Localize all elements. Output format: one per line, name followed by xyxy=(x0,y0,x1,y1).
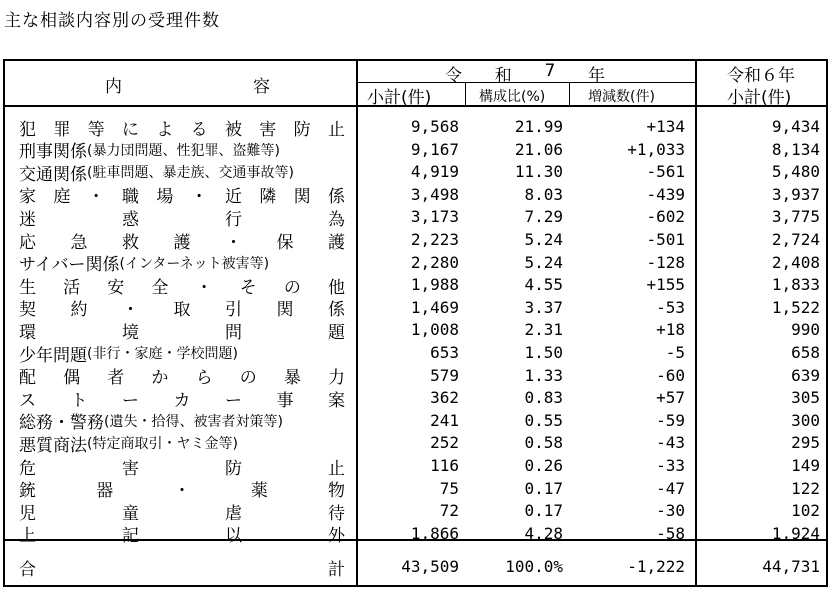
row-label-char: ー xyxy=(225,390,242,411)
row-label-char: カ xyxy=(173,390,191,411)
row-label-char: 環 xyxy=(19,322,36,343)
row-label-char: 迷 xyxy=(19,209,36,230)
current-year-char: 7 xyxy=(544,61,556,81)
row-prev: 990 xyxy=(791,320,820,340)
row-label-main: サイバー関係 xyxy=(19,255,120,276)
row-ratio: 5.24 xyxy=(524,252,563,272)
subtotal-header: 小計(件) xyxy=(367,88,432,108)
row-label-char: 隣 xyxy=(259,187,277,208)
row-label-char: 外 xyxy=(328,526,345,547)
row-label-char: 庭 xyxy=(53,187,71,208)
row-label xyxy=(19,478,345,500)
row-prev: 658 xyxy=(791,343,820,362)
row-label-char: 防 xyxy=(225,458,242,479)
row-ratio: 2.31 xyxy=(524,320,563,340)
row-change: -602 xyxy=(646,207,685,227)
row-label xyxy=(19,161,345,183)
row-prev: 639 xyxy=(791,365,820,385)
previous-subtotal-header: 小計(件) xyxy=(727,88,792,108)
row-change: +1,033 xyxy=(627,139,685,159)
row-label-char: 護 xyxy=(173,232,191,253)
row-change: +18 xyxy=(656,320,685,340)
row-label-char: ・ xyxy=(190,187,208,208)
row-label xyxy=(19,206,345,228)
row-label-char: 場 xyxy=(156,187,174,208)
row-label xyxy=(19,365,345,387)
header-divider xyxy=(569,83,570,105)
row-label-char: 銃 xyxy=(19,481,36,502)
row-ratio: 21.99 xyxy=(514,117,563,136)
row-label-char: 等 xyxy=(87,119,105,140)
row-label-char: 約 xyxy=(70,300,88,321)
row-change: -5 xyxy=(665,343,685,362)
row-label-char: 童 xyxy=(122,503,139,524)
row-label-char: 危 xyxy=(19,458,36,479)
row-ratio: 0.58 xyxy=(524,433,563,453)
row-prev: 2,724 xyxy=(771,230,820,249)
row-label-char: 物 xyxy=(328,481,345,502)
row-label-note: (特定商取引・ヤミ金等) xyxy=(87,436,238,453)
row-label-char: 近 xyxy=(224,187,242,208)
row-change: -53 xyxy=(656,297,685,317)
row-label-char: の xyxy=(239,368,257,389)
row-ratio: 5.24 xyxy=(524,230,563,249)
row-label xyxy=(19,116,345,138)
row-label-char: 家 xyxy=(19,187,36,208)
previous-year-header: 令和６年 xyxy=(727,66,795,86)
row-label-note: (暴力団問題、性犯罪、盗難等) xyxy=(87,142,280,159)
row-change: +155 xyxy=(646,275,685,295)
row-label-char: 安 xyxy=(107,277,125,298)
row-label-char: 上 xyxy=(19,526,36,547)
row-prev: 1,522 xyxy=(771,297,820,317)
row-label-char: そ xyxy=(239,277,257,298)
row-subtotal: 4,919 xyxy=(410,162,459,182)
row-ratio: 4.28 xyxy=(524,523,563,543)
row-ratio: 0.55 xyxy=(524,410,563,430)
row-label-char: ・ xyxy=(195,277,213,298)
row-label-char: 保 xyxy=(276,232,294,253)
row-change: -439 xyxy=(646,184,685,204)
row-subtotal: 72 xyxy=(439,501,459,521)
row-ratio: 3.37 xyxy=(524,297,563,317)
row-label-char: 全 xyxy=(151,277,169,298)
row-label xyxy=(19,184,345,206)
row-label-char: 護 xyxy=(328,232,345,253)
row-prev: 5,480 xyxy=(771,162,820,182)
row-label-char: 者 xyxy=(107,368,125,389)
row-change: -128 xyxy=(646,252,685,272)
total-label-char: 合 xyxy=(19,559,36,580)
row-label-char: 害 xyxy=(259,119,277,140)
row-label-char: ・ xyxy=(122,300,139,321)
total-subtotal: 43,509 xyxy=(401,557,459,576)
row-subtotal: 116 xyxy=(430,456,459,475)
row-change: +57 xyxy=(656,388,685,408)
row-label-char: 関 xyxy=(293,187,311,208)
row-label-char: ト xyxy=(70,390,88,411)
total-label-char: 計 xyxy=(328,559,345,580)
row-label-char: 暴 xyxy=(283,368,301,389)
row-label-char: 力 xyxy=(327,368,345,389)
row-change: -59 xyxy=(656,410,685,430)
row-label-char: ら xyxy=(195,368,213,389)
row-ratio: 0.17 xyxy=(524,478,563,498)
row-change: -60 xyxy=(656,365,685,385)
row-subtotal: 252 xyxy=(430,433,459,453)
row-subtotal: 1,866 xyxy=(410,523,459,543)
row-ratio: 1.50 xyxy=(524,343,563,362)
row-prev: 2,408 xyxy=(771,252,820,272)
change-header: 増減数(件) xyxy=(588,89,655,105)
row-label-char: 関 xyxy=(276,300,294,321)
row-label xyxy=(19,274,345,296)
row-change: -47 xyxy=(656,478,685,498)
current-year-char: 年 xyxy=(587,66,605,86)
row-label-char: 害 xyxy=(122,458,139,479)
content-header-char: 内 xyxy=(105,77,122,97)
row-ratio: 8.03 xyxy=(524,184,563,204)
row-label-note: (遺失・拾得、被害者対策等) xyxy=(104,413,283,430)
row-label-char: 急 xyxy=(70,232,88,253)
row-label-char: ・ xyxy=(225,232,242,253)
column-divider xyxy=(695,61,697,585)
row-label xyxy=(19,500,345,522)
row-label-char: 題 xyxy=(328,322,345,343)
consultation-table xyxy=(3,59,828,587)
row-label-main: 刑事関係 xyxy=(19,142,87,163)
row-subtotal: 241 xyxy=(430,410,459,430)
row-label xyxy=(19,432,345,454)
row-label-char: る xyxy=(190,119,208,140)
content-header xyxy=(105,72,270,97)
row-label-char: 係 xyxy=(327,187,345,208)
row-prev: 300 xyxy=(791,410,820,430)
row-prev: 9,434 xyxy=(771,117,820,136)
row-label-char: 惑 xyxy=(122,209,139,230)
row-label-char: 待 xyxy=(328,503,345,524)
row-label-char: 器 xyxy=(96,481,114,502)
row-label-char: 応 xyxy=(19,232,36,253)
row-label-char: 係 xyxy=(328,300,345,321)
content-header-char: 容 xyxy=(253,77,270,97)
total-ratio: 100.0% xyxy=(505,557,563,576)
row-label-char: の xyxy=(283,277,301,298)
row-label-char: ー xyxy=(122,390,139,411)
row-label-char: 虐 xyxy=(225,503,242,524)
row-label-char: 為 xyxy=(328,209,345,230)
row-label-main: 悪質商法 xyxy=(19,435,87,456)
row-prev: 3,775 xyxy=(771,207,820,227)
row-prev: 1,924 xyxy=(771,523,820,543)
row-label-char: か xyxy=(151,368,169,389)
row-label-char: 職 xyxy=(121,187,139,208)
row-label xyxy=(19,455,345,477)
total-prev: 44,731 xyxy=(762,557,820,576)
row-subtotal: 9,167 xyxy=(410,139,459,159)
header-divider xyxy=(465,83,466,105)
row-prev: 295 xyxy=(791,433,820,453)
row-label-char: 配 xyxy=(19,368,36,389)
row-prev: 3,937 xyxy=(771,184,820,204)
row-label xyxy=(19,252,345,274)
row-ratio: 21.06 xyxy=(514,139,563,159)
row-label-char: 止 xyxy=(327,119,345,140)
current-year-header xyxy=(445,61,605,86)
composition-header: 構成比(%) xyxy=(479,89,546,105)
current-year-char: 和 xyxy=(494,66,512,86)
row-label-char: 救 xyxy=(122,232,139,253)
row-ratio: 0.26 xyxy=(524,456,563,475)
row-subtotal: 579 xyxy=(430,365,459,385)
row-change: -501 xyxy=(646,230,685,249)
row-subtotal: 1,988 xyxy=(410,275,459,295)
row-label xyxy=(19,319,345,341)
row-label-char: 罪 xyxy=(53,119,71,140)
row-prev: 8,134 xyxy=(771,139,820,159)
row-change: -58 xyxy=(656,523,685,543)
total-label xyxy=(19,556,345,578)
row-prev: 305 xyxy=(791,388,820,408)
row-prev: 149 xyxy=(791,456,820,475)
row-label-char: 犯 xyxy=(19,119,36,140)
row-label-char: ・ xyxy=(87,187,105,208)
row-change: +134 xyxy=(646,117,685,136)
row-ratio: 11.30 xyxy=(514,162,563,182)
row-prev: 102 xyxy=(791,501,820,521)
total-change: -1,222 xyxy=(627,557,685,576)
row-label-char: 被 xyxy=(224,119,242,140)
page-title: 主な相談内容別の受理件数 xyxy=(4,11,220,31)
row-label-char: 薬 xyxy=(250,481,268,502)
row-label-char: に xyxy=(121,119,139,140)
row-label-char: 記 xyxy=(122,526,139,547)
row-prev: 1,833 xyxy=(771,275,820,295)
row-label-char: 事 xyxy=(276,390,294,411)
row-label-char: ・ xyxy=(173,481,191,502)
row-ratio: 7.29 xyxy=(524,207,563,227)
row-ratio: 0.83 xyxy=(524,388,563,408)
row-prev: 122 xyxy=(791,478,820,498)
current-year-char: 令 xyxy=(445,66,462,86)
row-label-char: 止 xyxy=(328,458,345,479)
row-change: -561 xyxy=(646,162,685,182)
row-change: -30 xyxy=(656,501,685,521)
row-label-char: 偶 xyxy=(63,368,81,389)
row-subtotal: 653 xyxy=(430,343,459,362)
row-ratio: 0.17 xyxy=(524,501,563,521)
row-ratio: 4.55 xyxy=(524,275,563,295)
row-label-char: 生 xyxy=(19,277,36,298)
row-label-main: 少年問題 xyxy=(19,345,87,366)
row-label-note: (インターネット被害等) xyxy=(119,255,270,272)
row-label-char: よ xyxy=(156,119,174,140)
row-ratio: 1.33 xyxy=(524,365,563,385)
row-change: -43 xyxy=(656,433,685,453)
row-label xyxy=(19,139,345,161)
row-label-char: 児 xyxy=(19,503,36,524)
row-subtotal: 2,223 xyxy=(410,230,459,249)
row-label xyxy=(19,297,345,319)
row-label-char: ス xyxy=(19,390,36,411)
row-label-char: 案 xyxy=(328,390,345,411)
row-label-char: 防 xyxy=(293,119,311,140)
row-label xyxy=(19,229,345,251)
row-subtotal: 2,280 xyxy=(410,252,459,272)
row-label-char: 問 xyxy=(225,322,242,343)
row-subtotal: 3,173 xyxy=(410,207,459,227)
row-label xyxy=(19,523,345,545)
row-label-char: 契 xyxy=(19,300,36,321)
row-label-char: 活 xyxy=(63,277,81,298)
row-label-char: 引 xyxy=(225,300,242,321)
row-label-char: 境 xyxy=(122,322,139,343)
row-subtotal: 1,008 xyxy=(410,320,459,340)
row-change: -33 xyxy=(656,456,685,475)
row-label-char: 取 xyxy=(173,300,191,321)
row-label-note: (非行・家庭・学校問題) xyxy=(87,346,238,362)
row-label-char: 他 xyxy=(327,277,345,298)
row-label xyxy=(19,342,345,364)
row-label-main: 交通関係 xyxy=(19,164,87,185)
row-label xyxy=(19,410,345,432)
row-label-main: 総務・警務 xyxy=(19,413,104,434)
row-subtotal: 1,469 xyxy=(410,297,459,317)
row-label-char: 行 xyxy=(225,209,242,230)
row-label-note: (駐車問題、暴走族、交通事故等) xyxy=(87,165,294,182)
row-subtotal: 75 xyxy=(439,478,459,498)
row-subtotal: 9,568 xyxy=(410,117,459,136)
row-label xyxy=(19,387,345,409)
row-subtotal: 362 xyxy=(430,388,459,408)
row-label-char: 以 xyxy=(225,526,242,547)
row-subtotal: 3,498 xyxy=(410,184,459,204)
